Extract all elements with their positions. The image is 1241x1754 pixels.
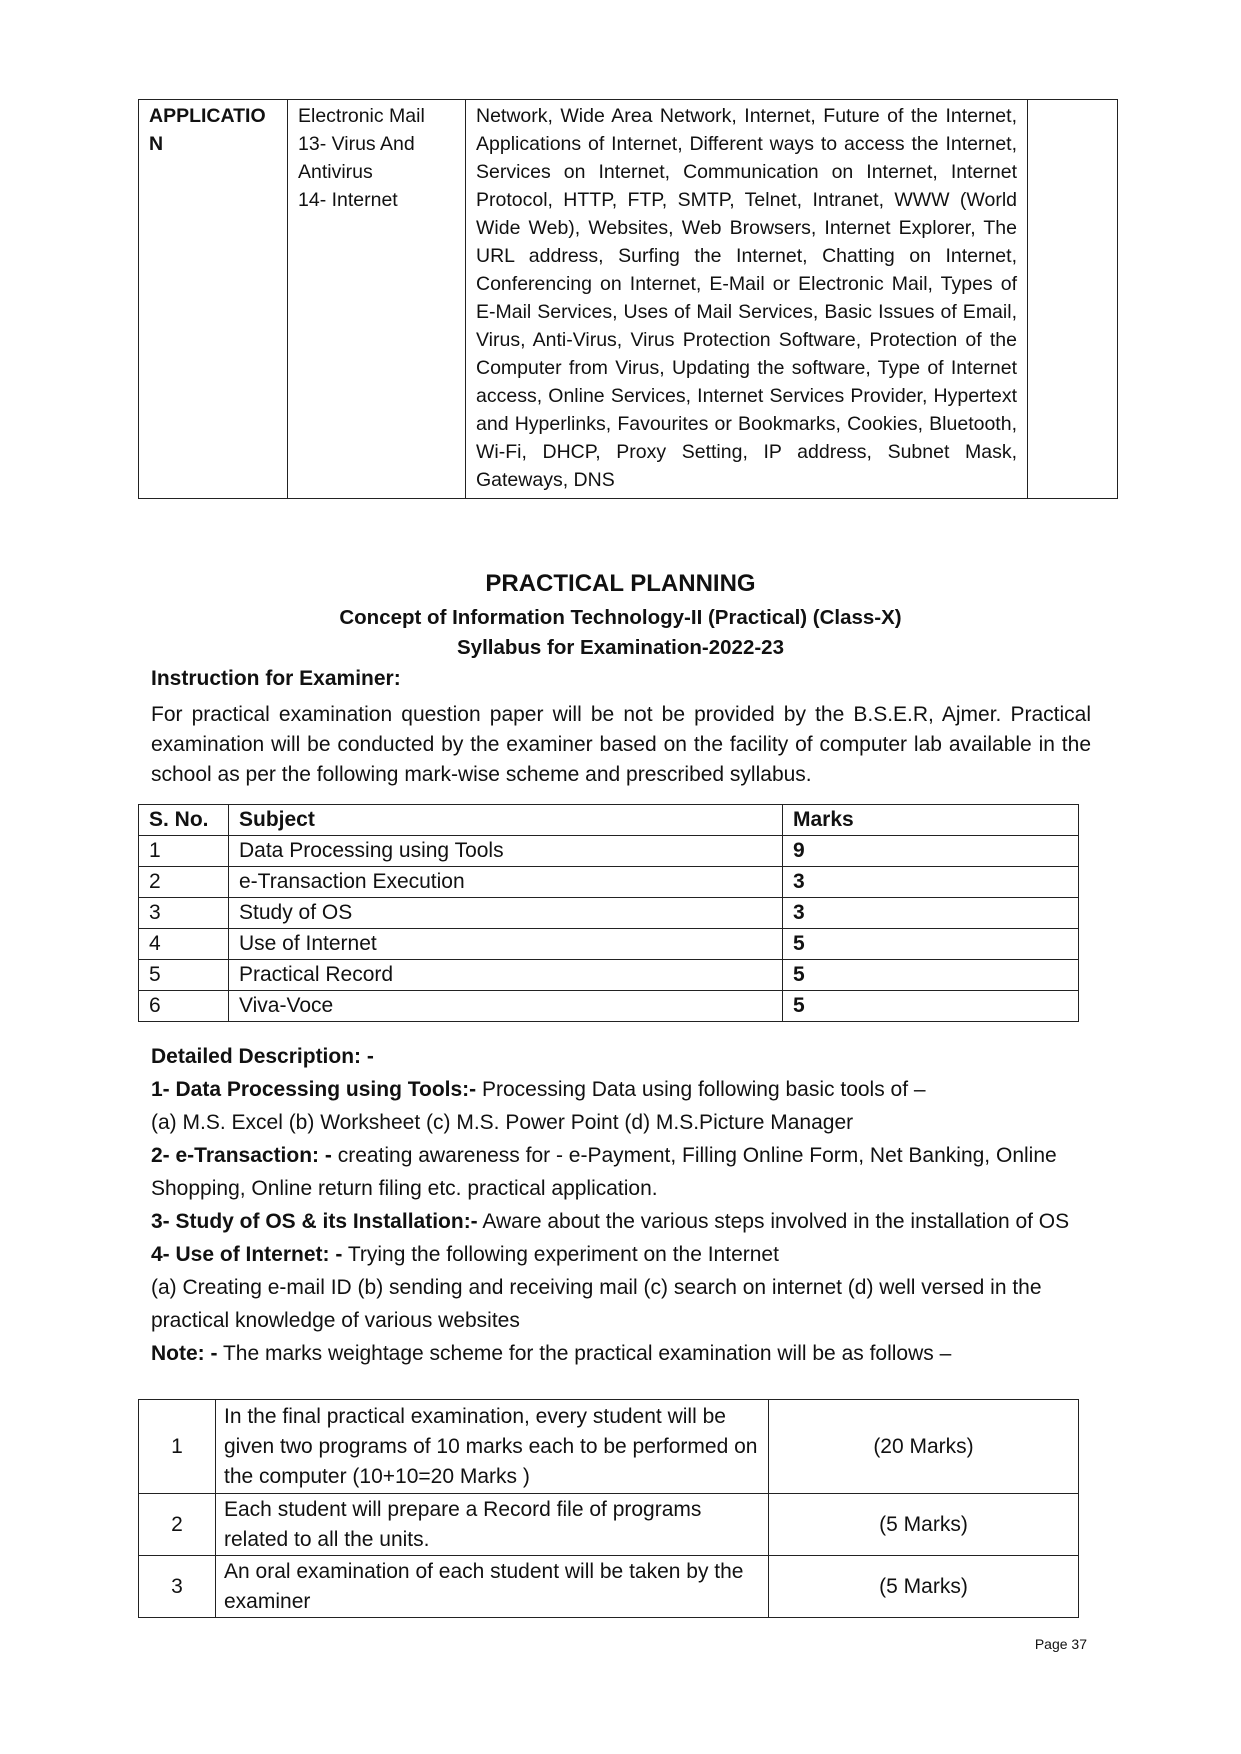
topics-cell xyxy=(288,100,466,499)
description-item-4 xyxy=(151,1238,1091,1271)
cell-number: 1 xyxy=(139,1400,216,1494)
table-row xyxy=(139,929,1079,960)
description-item-3 xyxy=(151,1205,1091,1238)
cell-sno: 2 xyxy=(139,867,229,898)
description-item-1 xyxy=(151,1073,1091,1106)
item-text: Processing Data using following basic tools of – xyxy=(476,1078,926,1101)
cell-marks: 3 xyxy=(783,867,1079,898)
table-row xyxy=(139,100,1118,499)
topic-item: Electronic Mail xyxy=(298,105,425,127)
cell-subject: Use of Internet xyxy=(229,929,783,960)
item-label: 4- Use of Internet: - xyxy=(151,1243,343,1266)
table-row xyxy=(139,960,1079,991)
cell-number: 3 xyxy=(139,1556,216,1618)
cell-marks: (5 Marks) xyxy=(769,1494,1079,1556)
page-title: PRACTICAL PLANNING xyxy=(485,570,756,597)
table-row xyxy=(139,836,1079,867)
header-sno: S. No. xyxy=(139,805,229,836)
table-header-row xyxy=(139,805,1079,836)
cell-description: An oral examination of each student will be taken by the examiner xyxy=(216,1556,769,1618)
cell-marks: 3 xyxy=(783,898,1079,929)
unit-cell: APPLICATIO N xyxy=(139,100,288,499)
item-text: creating awareness for - e-Payment, Filling Online Form, Net Banking, Online Shopping, Online return filing etc. practical application. xyxy=(151,1144,1057,1200)
cell-description: Each student will prepare a Record file of programs related to all the units. xyxy=(216,1494,769,1556)
item-label: 2- e-Transaction: - xyxy=(151,1144,332,1167)
table-row xyxy=(139,991,1079,1022)
description-note xyxy=(151,1337,1091,1370)
syllabus-heading: Syllabus for Examination-2022-23 xyxy=(457,636,784,659)
cell-marks: 5 xyxy=(783,991,1079,1022)
description-title: Detailed Description: - xyxy=(151,1045,374,1068)
item-label: 3- Study of OS & its Installation:- xyxy=(151,1210,478,1233)
table-row xyxy=(139,898,1079,929)
cell-subject: Data Processing using Tools xyxy=(229,836,783,867)
header-subject: Subject xyxy=(229,805,783,836)
content-cell: Network, Wide Area Network, Internet, Future of the Internet, Applications of Internet, Different ways to access the Internet, Services on Internet, Communication on Internet, Internet Protocol, HTTP, FTP, SMTP, Telnet, Intranet, WWW (World Wide Web), Websites, Web Browsers, Internet Explorer, The URL address, Surfing the Internet, Chatting on Internet, Conferencing on Internet, E-Mail or Electronic Mail, Types of E-Mail Services, Uses of Mail Services, Basic Issues of Email, Virus, Anti-Virus, Virus Protection Software, Protection of the Computer from Virus, Updating the software, Type of Internet access, Online Services, Internet Services Provider, Hypertext and Hyperlinks, Favourites or Bookmarks, Cookies, Bluetooth, Wi-Fi, DHCP, Proxy Setting, IP address, Subnet Mask, Gateways, DNS xyxy=(466,100,1028,499)
empty-cell xyxy=(1028,100,1118,499)
cell-number: 2 xyxy=(139,1494,216,1556)
cell-subject: e-Transaction Execution xyxy=(229,867,783,898)
cell-sno: 6 xyxy=(139,991,229,1022)
subtitle: Concept of Information Technology-II (Practical) (Class-X) xyxy=(339,606,902,629)
item-text: Aware about the various steps involved in the installation of OS xyxy=(477,1210,1070,1233)
marks-table xyxy=(138,804,1079,1022)
cell-sno: 5 xyxy=(139,960,229,991)
table-row xyxy=(139,867,1079,898)
cell-sno: 3 xyxy=(139,898,229,929)
syllabus-table xyxy=(138,99,1118,499)
item-text: Trying the following experiment on the Internet xyxy=(342,1243,779,1266)
description-item-2 xyxy=(151,1139,1091,1205)
cell-subject: Practical Record xyxy=(229,960,783,991)
note-text: The marks weightage scheme for the practical examination will be as follows – xyxy=(217,1342,952,1365)
cell-subject: Study of OS xyxy=(229,898,783,929)
table-row xyxy=(139,1400,1079,1494)
description-item-1-sub: (a) M.S. Excel (b) Worksheet (c) M.S. Power Point (d) M.S.Picture Manager xyxy=(151,1111,854,1134)
item-label: 1- Data Processing using Tools:- xyxy=(151,1078,477,1101)
instruction-text: For practical examination question paper will be not be provided by the B.S.E.R, Ajmer. Practical examination will be conducted by the examiner based on the facility of computer lab available in the school as per the following mark-wise scheme and prescribed syllabus. xyxy=(151,703,1091,786)
cell-marks: (20 Marks) xyxy=(769,1400,1079,1494)
instruction-title: Instruction for Examiner: xyxy=(151,667,401,690)
weightage-table xyxy=(138,1399,1079,1618)
description-item-4-sub: (a) Creating e-mail ID (b) sending and receiving mail (c) search on internet (d) well versed in the practical knowledge of various websites xyxy=(151,1276,1042,1332)
cell-marks: 9 xyxy=(783,836,1079,867)
note-label: Note: - xyxy=(151,1342,218,1365)
cell-marks: 5 xyxy=(783,929,1079,960)
cell-sno: 4 xyxy=(139,929,229,960)
topic-item: 14- Internet xyxy=(298,189,398,211)
cell-description: In the final practical examination, every student will be given two programs of 10 marks each to be performed on the computer (10+10=20 Marks ) xyxy=(216,1400,769,1494)
header-marks: Marks xyxy=(783,805,1079,836)
table-row xyxy=(139,1494,1079,1556)
cell-marks: (5 Marks) xyxy=(769,1556,1079,1618)
cell-marks: 5 xyxy=(783,960,1079,991)
page-number: Page 37 xyxy=(1034,1636,1087,1652)
detailed-description xyxy=(151,1040,1091,1370)
cell-subject: Viva-Voce xyxy=(229,991,783,1022)
table-row xyxy=(139,1556,1079,1618)
topic-item: 13- Virus And Antivirus xyxy=(298,133,415,183)
cell-sno: 1 xyxy=(139,836,229,867)
